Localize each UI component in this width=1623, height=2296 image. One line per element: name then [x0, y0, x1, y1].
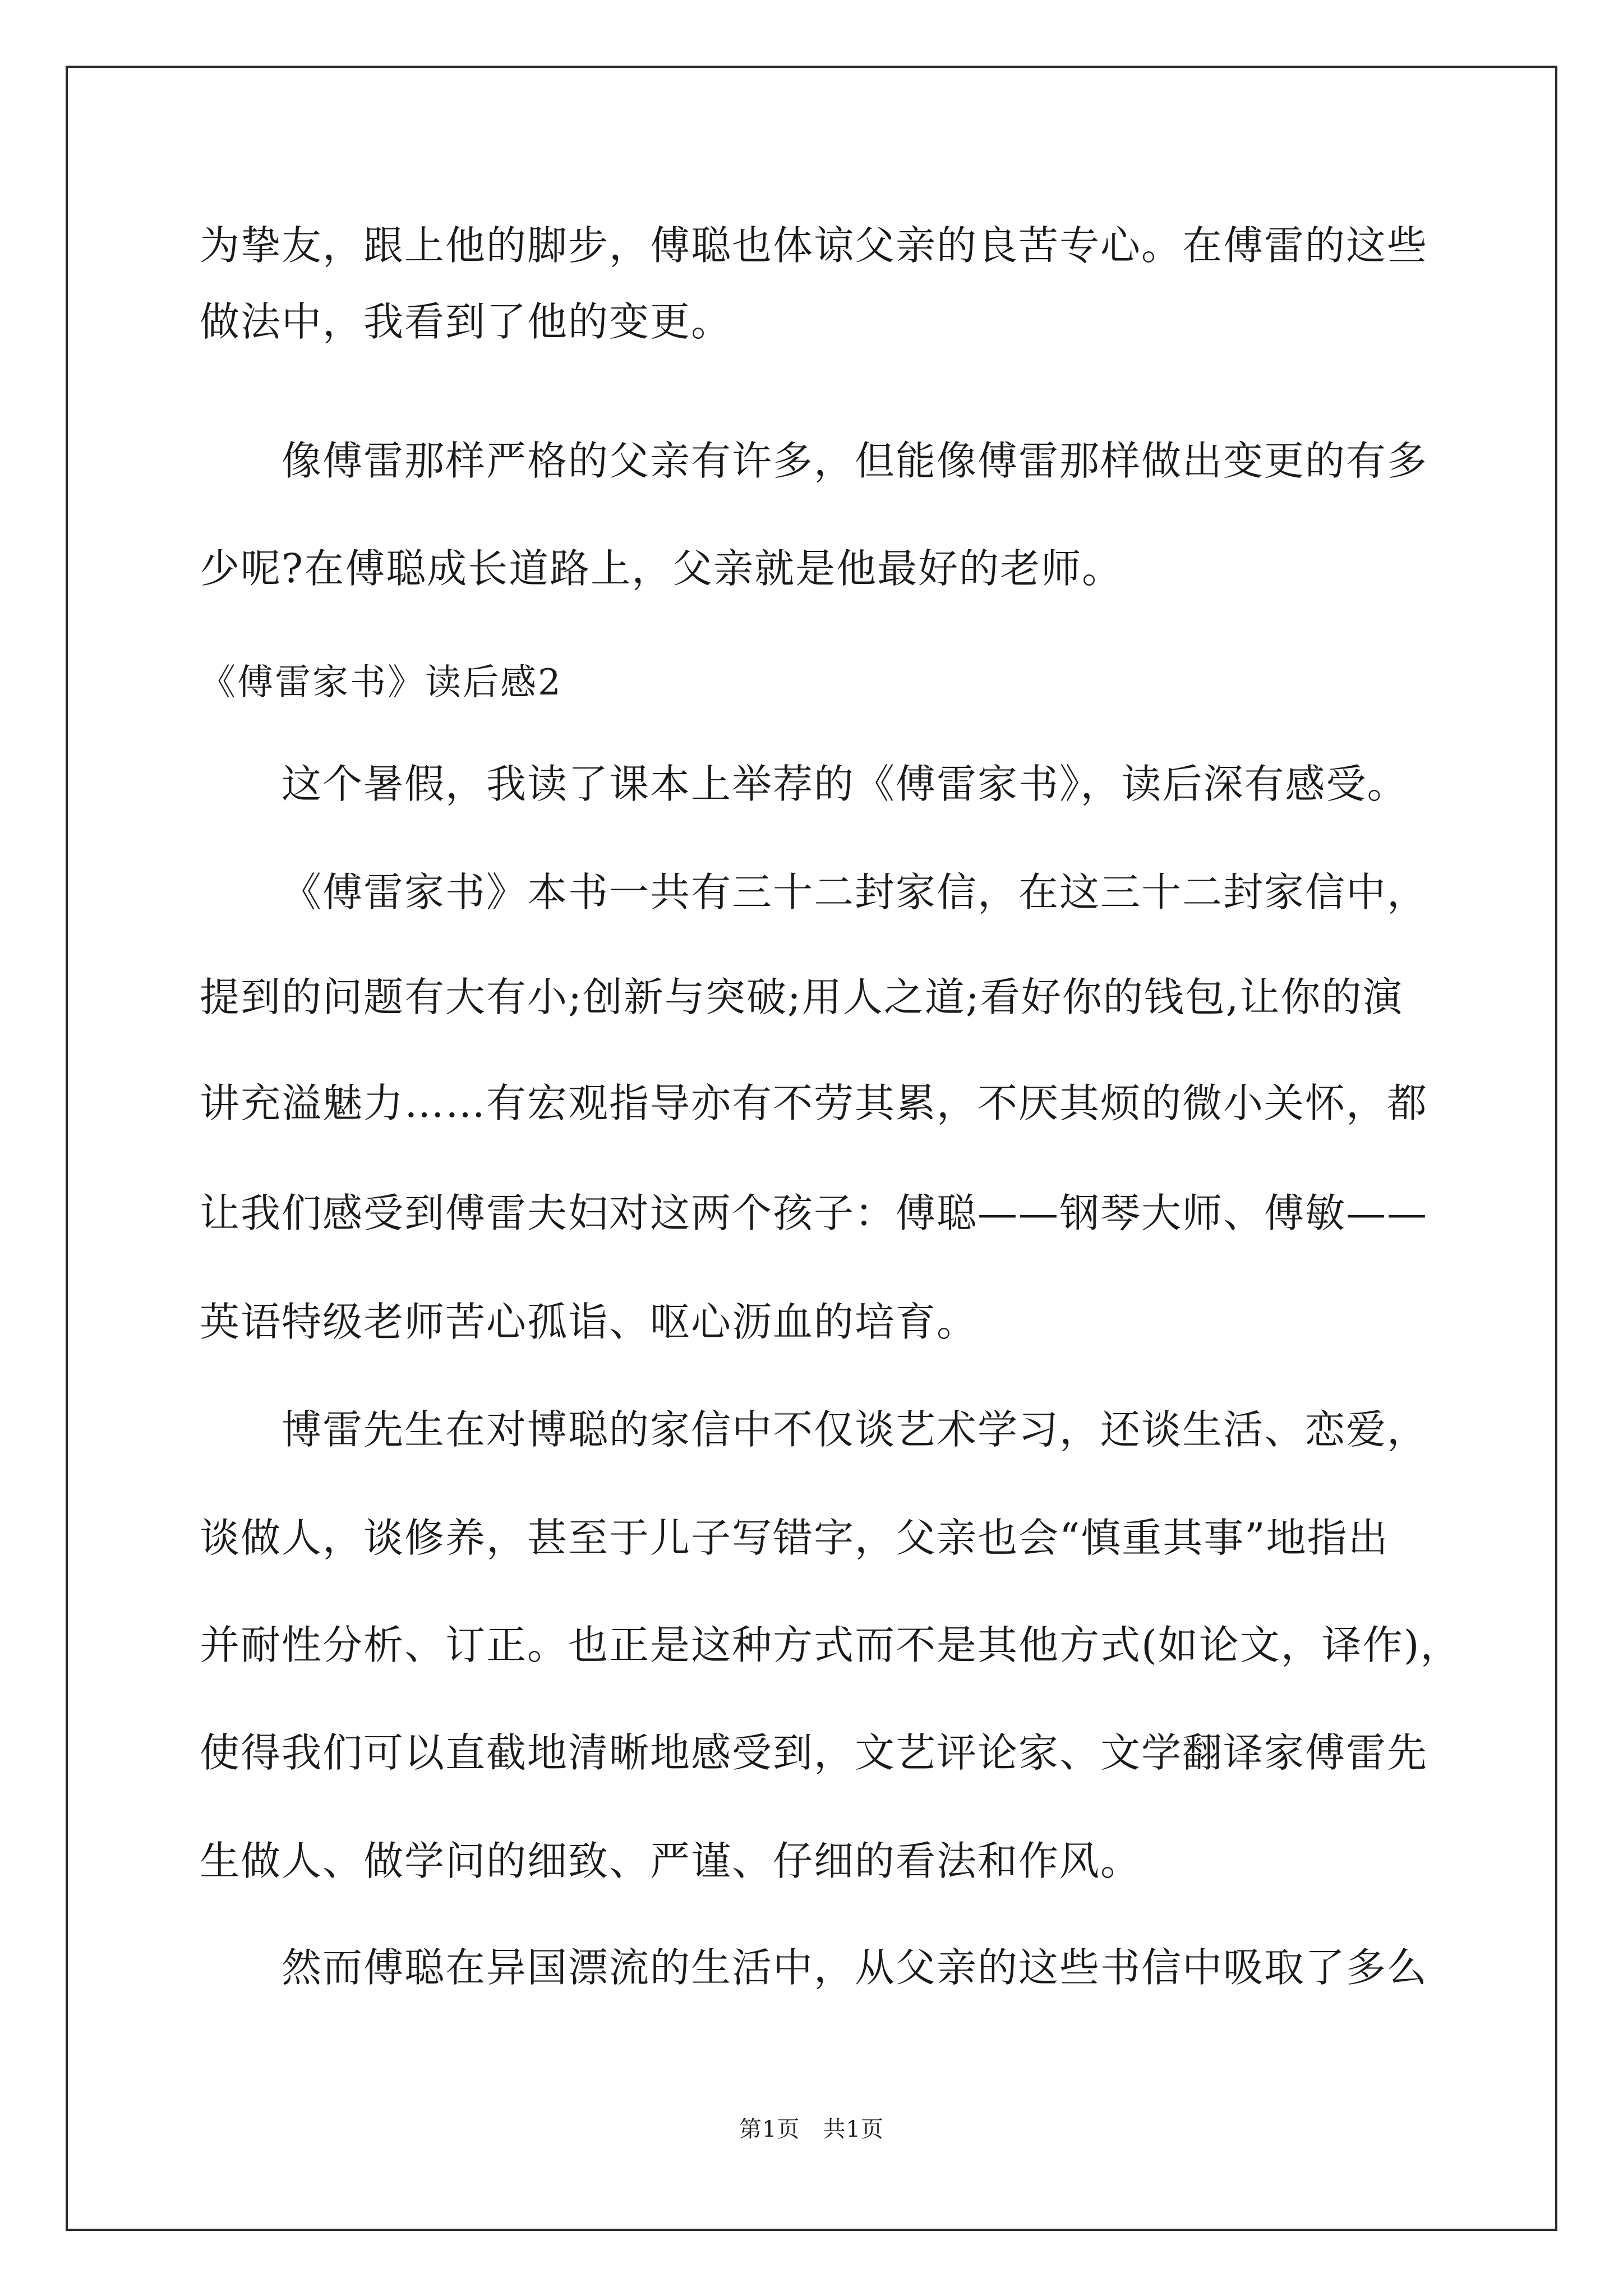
text-line: 英语特级老师苦心孤诣、呕心沥血的培育。	[200, 1299, 978, 1345]
text-line: 使得我们可以直截地清晰地感受到，文艺评论家、文学翻译家傅雷先	[200, 1729, 1428, 1776]
text-line: 为挚友，跟上他的脚步，傅聪也体谅父亲的良苦专心。在傅雷的这些	[200, 222, 1428, 269]
paragraph-start-line: 然而傅聪在异国漂流的生活中，从父亲的这些书信中吸取了多么	[282, 1944, 1428, 1991]
page-number-footer: 第1页 共1页	[739, 2116, 884, 2142]
page-border	[66, 66, 1557, 2231]
text-line: 谈做人，谈修养，甚至于儿子写错字，父亲也会“慎重其事”地指出	[200, 1515, 1389, 1561]
section-heading: 《傅雷家书》读后感2	[200, 662, 562, 703]
paragraph-start-line: 《傅雷家书》本书一共有三十二封家信，在这三十二封家信中，	[282, 869, 1428, 915]
text-line: 讲充溢魅力……有宏观指导亦有不劳其累，不厌其烦的微小关怀，都	[200, 1080, 1428, 1126]
text-line: 并耐性分析、订正。也正是这种方式而不是其他方式(如论文，译作)，	[200, 1622, 1461, 1668]
paragraph-start-line: 博雷先生在对博聪的家信中不仅谈艺术学习，还谈生活、恋爱，	[282, 1406, 1428, 1453]
text-line: 让我们感受到傅雷夫妇对这两个孩子：傅聪——钢琴大师、傅敏——	[200, 1190, 1428, 1236]
text-line: 生做人、做学问的细致、严谨、仔细的看法和作风。	[200, 1838, 1142, 1884]
paragraph-start-line: 这个暑假，我读了课本上举荐的《傅雷家书》，读后深有感受。	[282, 761, 1408, 807]
text-line: 提到的问题有大有小;创新与突破;用人之道;看好你的钱包,让你的演	[200, 974, 1404, 1020]
text-line: 做法中，我看到了他的变更。	[200, 298, 732, 345]
paragraph-start-line: 像傅雷那样严格的父亲有许多，但能像傅雷那样做出变更的有多	[282, 438, 1428, 484]
text-line: 少呢?在傅聪成长道路上，父亲就是他最好的老师。	[200, 545, 1123, 592]
